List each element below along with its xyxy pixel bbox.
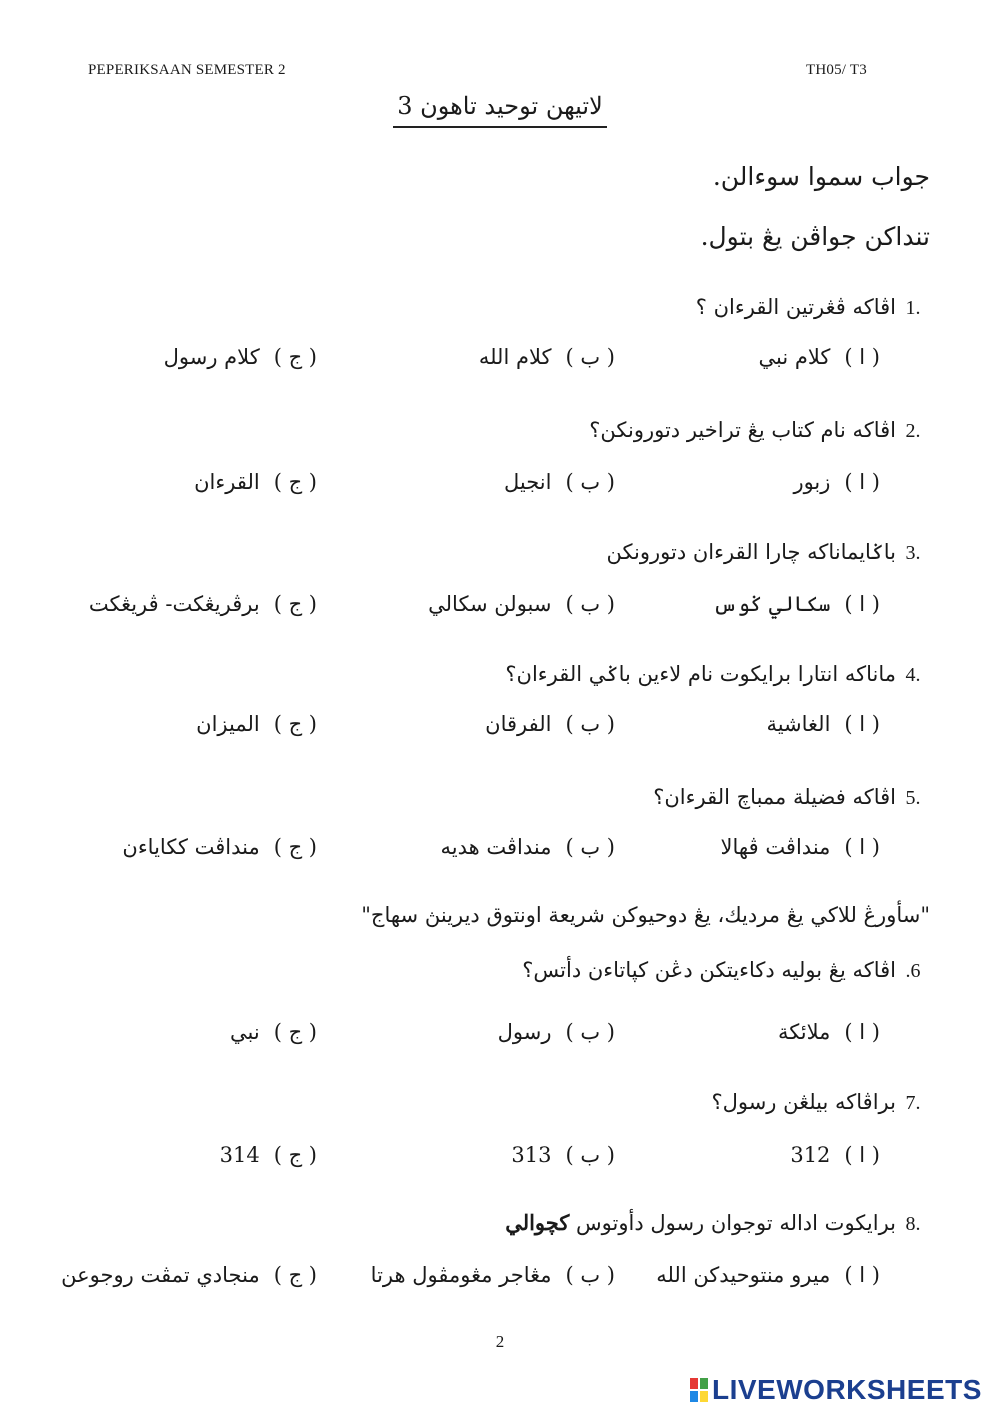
instruction-1: جواب سموا سوءالن. (712, 162, 930, 191)
emphasis-except: كچوالي (505, 1210, 570, 1235)
option-b[interactable]: ( ب )313 (511, 1143, 615, 1167)
option-c[interactable]: ( ج )منجادي تمڤت روجوعن (61, 1263, 317, 1287)
option-a[interactable]: ( ا )الغاشية (766, 712, 880, 736)
option-b[interactable]: ( ب )منداڤت هديه (440, 835, 615, 859)
option-b[interactable]: ( ب )رسول (497, 1020, 615, 1044)
exam-header-left: PEPERIKSAAN SEMESTER 2 (88, 62, 286, 78)
instruction-2: تنداكن جواڤن يڠ بتول. (700, 222, 930, 251)
option-a[interactable]: ( ا )312 (790, 1143, 880, 1167)
option-b[interactable]: ( ب )مڠاجر مڠومڤول هرتا (370, 1263, 615, 1287)
option-c[interactable]: ( ج )القرءان (194, 470, 317, 494)
question-5: 5.اڤاكه فضيلة ممباچ القرءان؟ (653, 785, 921, 809)
option-a[interactable]: ( ا )ملائكة (777, 1020, 880, 1044)
question-7: 7.براڤاكه بيلڠن رسول؟ (711, 1090, 921, 1114)
option-a[interactable]: ( ا )منداڤت ڤهالا (720, 835, 880, 859)
question-6: .6اڤاكه يڠ بوليه دكاءيتكن دڠن كپاتاءن دأتس؟ (522, 958, 921, 982)
option-a[interactable]: ( ا )سكالي ݢوس (713, 592, 880, 616)
option-c[interactable]: ( ج )314 (219, 1143, 317, 1167)
option-b[interactable]: ( ب )الفرقان (485, 712, 615, 736)
question-8: 8.برايكوت اداله توجوان رسول دأوتوس كچوالي (505, 1210, 921, 1235)
question-6-quote: "سأورڠ للاكي يڠ مرديك، يڠ دوحيوكن شريعة اونتوق ديرينڽ سهاج" (361, 903, 930, 927)
page-number: 2 (495, 1332, 505, 1351)
question-4: 4.ماناكه انتارا برايكوت نام لاءين باݢي القرءان؟ (505, 662, 921, 686)
question-3: 3.باݢايماناكه چارا القرءان دتورونكن (606, 540, 921, 564)
option-c[interactable]: ( ج )كلام رسول (163, 345, 317, 369)
question-1: 1.اڤاكه ڤڠرتين القرءان ؟ (695, 295, 921, 319)
option-a[interactable]: ( ا )كلام نبي (758, 345, 880, 369)
exam-header-code: TH05/ T3 (806, 62, 867, 78)
option-c[interactable]: ( ج )الميزان (196, 712, 317, 736)
option-a[interactable]: ( ا )ميرو منتوحيدكن الله (656, 1263, 880, 1287)
option-c[interactable]: ( ج )برڤريڠكت- ڤريڠكت (88, 592, 317, 616)
option-b[interactable]: ( ب )سبولن سكالي (428, 592, 615, 616)
question-2: 2.اڤاكه نام كتاب يڠ تراخير دتورونكن؟ (589, 418, 921, 442)
worksheet-title: لاتيهن توحيد تاهون 3 (0, 92, 1000, 120)
liveworksheets-icon (690, 1378, 708, 1402)
option-c[interactable]: ( ج )منداڤت ككاياءن (122, 835, 317, 859)
option-b[interactable]: ( ب )انجيل (504, 470, 615, 494)
option-a[interactable]: ( ا )زبور (793, 470, 880, 494)
option-c[interactable]: ( ج )نبي (230, 1020, 317, 1044)
option-b[interactable]: ( ب )كلام الله (478, 345, 615, 369)
liveworksheets-logo: LIVEWORKSHEETS (690, 1374, 982, 1406)
